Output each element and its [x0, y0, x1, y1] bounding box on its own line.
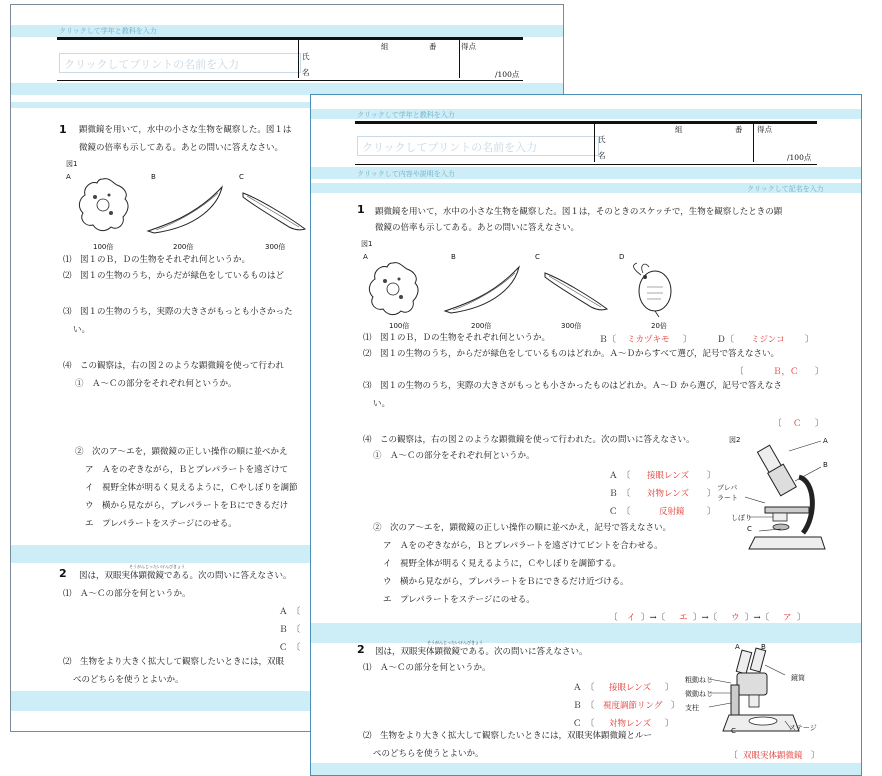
front-q2-a-answer[interactable]: 接眼レンズ — [609, 683, 652, 693]
front-p3-open: 〔 — [773, 419, 782, 429]
back-amoeba-drawing — [73, 175, 133, 235]
front-p4-1-c-close: 〕 — [707, 507, 716, 517]
back-hint-grade[interactable]: クリックして学年と教科を入力 — [59, 27, 157, 35]
back-q1-line1: 顕微鏡を用いて，水中の小さな生物を観察した。図１は — [79, 125, 292, 135]
front-order-1-open: 〔 — [609, 613, 618, 623]
front-mic-label-prep: プレパ — [717, 484, 738, 492]
front-mei: 名 — [598, 151, 606, 160]
front-q1-line2: 微鏡の倍率も示してある。あとの問いに答えなさい。 — [375, 223, 580, 233]
front-diatom-drawing — [541, 267, 611, 313]
front-mag-d: 20倍 — [651, 322, 667, 330]
front-p4-1-c-answer[interactable]: 反射鏡 — [659, 507, 685, 517]
front-label-a: A — [363, 253, 368, 261]
front-worksheet — [310, 94, 862, 776]
back-p3a: ⑶ 図１の生物のうち，実際の大きさがもっとも小さかった — [63, 307, 293, 317]
front-mic-label-c: C — [747, 525, 752, 533]
front-stereo-label-fine: 微動ねじ — [685, 690, 713, 698]
back-q2-ruby: そうがんじったいけんびきょう — [129, 564, 185, 569]
front-q2-b-close: 〕 — [671, 701, 680, 711]
front-mag-a: 100倍 — [389, 322, 410, 330]
front-tokuten: 得点 — [757, 125, 772, 134]
front-stereo-label-a: A — [735, 643, 740, 651]
front-p4-1-a-close: 〕 — [707, 471, 716, 481]
front-p3-answer[interactable]: Ｃ — [793, 419, 802, 429]
front-q2-b-answer[interactable]: 視度調節リング — [603, 701, 663, 711]
front-uji: 氏 — [598, 135, 606, 144]
front-p4-1-c: Ｃ 〔 — [609, 507, 631, 517]
front-q2-c-answer[interactable]: 対物レンズ — [609, 719, 652, 729]
front-q2-ruby: そうがんじったいけんびきょう — [427, 640, 483, 645]
back-q2-a: Ａ 〔 — [279, 607, 301, 617]
front-ban: 番 — [735, 125, 743, 134]
back-divider-1 — [298, 40, 299, 78]
front-stereo-label-stage: ステージ — [789, 724, 817, 732]
front-q1-number: 1 — [357, 203, 365, 216]
front-microscope-drawing — [729, 441, 849, 561]
front-q2-2-answer[interactable]: 双眼実体顕微鏡 — [743, 751, 803, 761]
front-mic-label-a: A — [823, 437, 828, 445]
front-q2-a-close: 〕 — [665, 683, 674, 693]
front-stereo-label-c: C — [731, 727, 736, 735]
front-q2-number: 2 — [357, 643, 365, 656]
front-hint-content[interactable]: クリックして内容や説明を入力 — [357, 170, 455, 178]
front-band-bottom — [311, 763, 861, 775]
back-fig1-label: 図1 — [66, 160, 78, 168]
front-divider-1 — [594, 124, 595, 162]
front-p4-1: ① Ａ～Ｃの部分をそれぞれ何というか。 — [373, 451, 535, 461]
back-mag-c: 300倍 — [265, 243, 286, 251]
front-label-c: C — [535, 253, 540, 261]
back-label-b: B — [151, 173, 156, 181]
back-q2-b: Ｂ 〔 — [279, 625, 301, 635]
front-mag-b: 200倍 — [471, 322, 492, 330]
back-q2-1: ⑴ Ａ～Ｃの部分を何というか。 — [63, 589, 191, 599]
front-mag-c: 300倍 — [561, 322, 582, 330]
front-q2-b: Ｂ 〔 — [573, 701, 595, 711]
front-order-2-close: 〕→〔 — [693, 613, 718, 623]
front-label-d: D — [619, 253, 625, 261]
back-p4-2: ② 次のア～エを，顕微鏡の正しい操作の順に並べかえ — [75, 447, 288, 457]
front-fig2-label: 図2 — [729, 436, 741, 444]
front-label-b: B — [451, 253, 456, 261]
back-divider-2 — [459, 40, 460, 78]
front-q2-line: 図は，双眼実体顕微鏡である。次の問いに答えなさい。 — [375, 647, 588, 657]
back-p4-1: ① Ａ～Ｃの部分をそれぞれ何というか。 — [75, 379, 237, 389]
front-order-3[interactable]: ウ — [731, 613, 740, 623]
front-daphnia-drawing — [629, 259, 679, 317]
front-q2-c-close: 〕 — [665, 719, 674, 729]
back-p2: ⑵ 図１の生物のうち，からだが緑色をしているものはど — [63, 271, 285, 281]
front-q2-1: ⑴ Ａ～Ｃの部分を何というか。 — [363, 663, 491, 673]
front-stereo-label-b: B — [761, 643, 766, 651]
front-stereo-label-tube: 鏡筒 — [791, 674, 805, 682]
front-opt-a: ア Ａをのぞきながら，Ｂとプレパラートを遠ざけてピントを合わせる。 — [383, 541, 663, 551]
back-p1: ⑴ 図１のＢ，Ｄの生物をそれぞれ何というか。 — [63, 255, 251, 265]
front-p1-b-answer[interactable]: ミカヅキモ — [627, 335, 670, 345]
front-p2-close: 〕 — [815, 367, 824, 377]
front-mic-label-prep2: ラート — [717, 494, 738, 502]
back-q1-line2: 微鏡の倍率も示してある。あとの問いに答えなさい。 — [79, 143, 284, 153]
back-score-max: /100点 — [495, 70, 520, 79]
front-score-max: /100点 — [787, 153, 812, 162]
front-divider-2 — [753, 124, 754, 162]
back-q2-2a: ⑵ 生物をより大きく拡大して観察したいときには，双眼 — [63, 657, 285, 667]
front-hint-author[interactable]: クリックして記名を入力 — [747, 185, 824, 193]
back-mei: 名 — [302, 68, 310, 77]
front-p2-open: 〔 — [735, 367, 744, 377]
back-q1-number: 1 — [59, 123, 67, 136]
front-order-4[interactable]: ア — [783, 613, 792, 623]
front-p1-b-bracket: Ｂ〔 — [599, 335, 617, 345]
front-order-1[interactable]: イ — [627, 613, 636, 623]
back-mag-b: 200倍 — [173, 243, 194, 251]
front-stereo-label-pillar: 支柱 — [685, 704, 699, 712]
front-opt-e: エ プレパラートをステージにのせる。 — [383, 595, 535, 605]
front-closterium-drawing — [443, 265, 523, 315]
front-p1: ⑴ 図１のＢ，Ｄの生物をそれぞれ何というか。 — [363, 333, 551, 343]
back-diatom-drawing — [239, 187, 309, 233]
back-name-input[interactable]: クリックしてプリントの名前を入力 — [59, 53, 301, 73]
front-fig1-label: 図1 — [361, 240, 373, 248]
back-tokuten: 得点 — [461, 42, 476, 51]
front-q2-c: Ｃ 〔 — [573, 719, 595, 729]
back-q2-line: 図は，双眼実体顕微鏡である。次の問いに答えなさい。 — [79, 571, 292, 581]
front-order-1-close: 〕→〔 — [641, 613, 666, 623]
back-p4: ⑷ この観察は，右の図２のような顕微鏡を使って行われ — [63, 361, 285, 371]
front-p3b: い。 — [373, 399, 391, 409]
front-p4-1-a: Ａ 〔 — [609, 471, 631, 481]
front-q2-2a: ⑵ 生物をより大きく拡大して観察したいときには，双眼実体顕微鏡とルー — [363, 731, 653, 741]
back-q2-number: 2 — [59, 567, 67, 580]
front-stereo-label-coarse: 粗動ねじ — [685, 676, 713, 684]
back-uji: 氏 — [302, 52, 310, 61]
front-kumi: 組 — [675, 125, 683, 134]
back-label-a: A — [66, 173, 71, 181]
front-mic-label-b: B — [823, 461, 828, 469]
front-opt-u: ウ 横から見ながら，プレパラートをＢにできるだけ近づける。 — [383, 577, 629, 587]
front-p1-d-answer[interactable]: ミジンコ — [751, 335, 785, 345]
front-q2-2-close: 〕 — [811, 751, 820, 761]
front-q2-2b: ぺのどちらを使うとよいか。 — [373, 749, 484, 759]
front-p1-d-bracket: Ｄ〔 — [717, 335, 735, 345]
back-ban: 番 — [429, 42, 437, 51]
front-p1-b-close: 〕 — [683, 335, 692, 345]
back-opt-e: エ プレパラートをステージにのせる。 — [85, 519, 237, 529]
front-q1-line1: 顕微鏡を用いて，水中の小さな生物を観察した。図１は，そのときのスケッチで，生物を観察したときの顕 — [375, 207, 783, 217]
back-opt-i: イ 視野全体が明るく見えるように，Ｃやしぼりを調節 — [85, 483, 298, 493]
front-p4-1-b-answer[interactable]: 対物レンズ — [647, 489, 690, 499]
back-q2-c: Ｃ 〔 — [279, 643, 301, 653]
front-p4: ⑷ この観察は，右の図２のような顕微鏡を使って行われた。次の問いに答えなさい。 — [363, 435, 695, 445]
front-p1-d-close: 〕 — [805, 335, 814, 345]
front-p4-1-b-close: 〕 — [707, 489, 716, 499]
front-name-input[interactable]: クリックしてプリントの名前を入力 — [357, 136, 599, 156]
front-p2-answer[interactable]: Ｂ，Ｃ — [773, 367, 799, 377]
back-opt-a: ア Ａをのぞきながら，Ｂとプレパラートを遠ざけて — [85, 465, 289, 475]
front-hint-grade[interactable]: クリックして学年と教科を入力 — [357, 111, 455, 119]
back-q2-2b: べのどちらを使うとよいか。 — [73, 675, 184, 685]
front-band-q2 — [311, 623, 861, 643]
front-q2-2-open: 〔 — [729, 751, 738, 761]
back-label-c: C — [239, 173, 244, 181]
back-mag-a: 100倍 — [93, 243, 114, 251]
front-p4-1-a-answer[interactable]: 接眼レンズ — [647, 471, 690, 481]
back-kumi: 組 — [381, 42, 389, 51]
front-p3-close: 〕 — [815, 419, 824, 429]
front-order-4-close: 〕 — [797, 613, 806, 623]
front-p4-1-b: Ｂ 〔 — [609, 489, 631, 499]
front-p4-2: ② 次のア～エを，顕微鏡の正しい操作の順に並べかえ，記号で答えなさい。 — [373, 523, 672, 533]
front-p2: ⑵ 図１の生物のうち，からだが緑色をしているものはどれか。Ａ～Ｄからすべて選び，記号で答えなさい。 — [363, 349, 779, 359]
back-opt-u: ウ 横から見ながら，プレパラートをＢにできるだけ — [85, 501, 289, 511]
back-closterium-drawing — [146, 185, 226, 235]
front-amoeba-drawing — [363, 259, 423, 319]
front-order-2[interactable]: エ — [679, 613, 688, 623]
back-p3b: い。 — [73, 325, 91, 335]
front-q2-a: Ａ 〔 — [573, 683, 595, 693]
front-p3a: ⑶ 図１の生物のうち，実際の大きさがもっとも小さかったものはどれか。Ａ～Ｄ から選び，記号で答えなさ — [363, 381, 782, 391]
front-mic-label-shibori: しぼり — [731, 514, 752, 522]
front-opt-i: イ 視野全体が明るく見えるように，Ｃやしぼりを調節する。 — [383, 559, 622, 569]
front-order-3-close: 〕→〔 — [745, 613, 770, 623]
